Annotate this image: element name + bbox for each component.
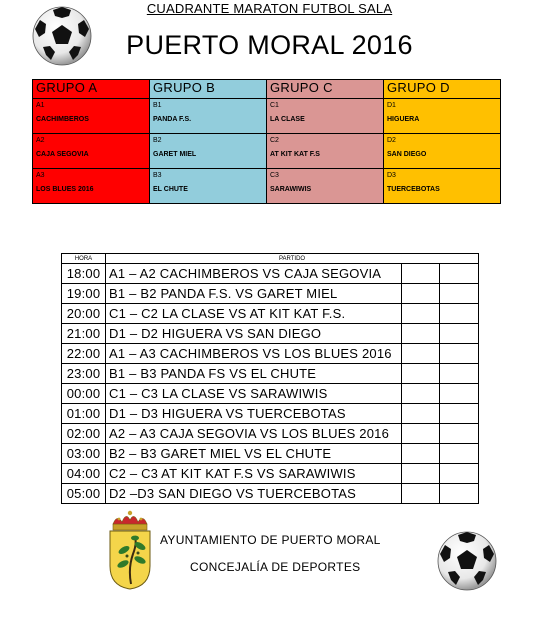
score-cell (440, 344, 479, 364)
group-a-header: GRUPO A (33, 80, 150, 99)
partido-header: PARTIDO (106, 254, 479, 264)
table-row (62, 364, 479, 384)
table-row (62, 464, 479, 484)
match-description: C1 – C3 LA CLASE VS SARAWIWIS (106, 384, 402, 404)
match-description: D1 – D3 HIGUERA VS TUERCEBOTAS (106, 404, 402, 424)
team-name: EL CHUTE (153, 186, 188, 193)
match-time: 01:00 (62, 404, 106, 424)
match-description: C1 – C2 LA CLASE VS AT KIT KAT F.S. (106, 304, 402, 324)
group-team-cell (33, 169, 150, 204)
table-row (62, 304, 479, 324)
match-description: B1 – B3 PANDA FS VS EL CHUTE (106, 364, 402, 384)
team-name: PANDA F.S. (153, 116, 192, 123)
table-row (62, 324, 479, 344)
match-description: A1 – A2 CACHIMBEROS VS CAJA SEGOVIA (106, 264, 402, 284)
team-code: C3 (270, 172, 279, 179)
groups-row (33, 99, 501, 134)
score-cell (402, 444, 440, 464)
team-code: D2 (387, 137, 396, 144)
score-cell (440, 484, 479, 504)
table-row (62, 424, 479, 444)
groups-table (32, 79, 501, 204)
groups-header-row (33, 80, 501, 99)
team-code: C1 (270, 102, 279, 109)
table-row (62, 344, 479, 364)
score-cell (402, 364, 440, 384)
schedule-table (61, 253, 479, 504)
score-cell (402, 464, 440, 484)
score-cell (440, 464, 479, 484)
match-description: A2 – A3 CAJA SEGOVIA VS LOS BLUES 2016 (106, 424, 402, 444)
team-code: B1 (153, 102, 162, 109)
table-row (62, 384, 479, 404)
team-name: CAJA SEGOVIA (36, 151, 89, 158)
match-time: 20:00 (62, 304, 106, 324)
team-code: A1 (36, 102, 45, 109)
group-team-cell (384, 169, 501, 204)
team-code: B2 (153, 137, 162, 144)
score-cell (440, 444, 479, 464)
team-code: A3 (36, 172, 45, 179)
team-code: B3 (153, 172, 162, 179)
team-name: SAN DIEGO (387, 151, 427, 158)
match-time: 04:00 (62, 464, 106, 484)
score-cell (440, 384, 479, 404)
page-title: PUERTO MORAL 2016 (126, 30, 413, 60)
group-team-cell (267, 99, 384, 134)
score-cell (402, 424, 440, 444)
soccer-ball-icon (436, 530, 498, 592)
team-name: GARET MIEL (153, 151, 197, 158)
coat-of-arms-icon (107, 510, 153, 590)
team-name: TUERCEBOTAS (387, 186, 440, 193)
group-b-header: GRUPO B (150, 80, 267, 99)
match-description: B2 – B3 GARET MIEL VS EL CHUTE (106, 444, 402, 464)
match-time: 02:00 (62, 424, 106, 444)
team-name: LOS BLUES 2016 (36, 186, 94, 193)
match-description: D1 – D2 HIGUERA VS SAN DIEGO (106, 324, 402, 344)
team-name: SARAWIWIS (270, 186, 312, 193)
match-description: B1 – B2 PANDA F.S. VS GARET MIEL (106, 284, 402, 304)
event-subtitle: CUADRANTE MARATON FUTBOL SALA (146, 1, 393, 16)
table-row (62, 444, 479, 464)
match-time: 00:00 (62, 384, 106, 404)
group-team-cell (267, 134, 384, 169)
group-team-cell (267, 169, 384, 204)
score-cell (402, 324, 440, 344)
score-cell (402, 484, 440, 504)
score-cell (440, 284, 479, 304)
footer-department: CONCEJALÍA DE DEPORTES (190, 560, 361, 574)
group-team-cell (33, 134, 150, 169)
match-time: 21:00 (62, 324, 106, 344)
team-name: AT KIT KAT F.S (270, 151, 320, 158)
match-description: C2 – C3 AT KIT KAT F.S VS SARAWIWIS (106, 464, 402, 484)
score-cell (402, 344, 440, 364)
table-row (62, 484, 479, 504)
match-time: 22:00 (62, 344, 106, 364)
team-name: HIGUERA (387, 116, 420, 123)
team-code: D1 (387, 102, 396, 109)
score-cell (440, 424, 479, 444)
score-cell (402, 404, 440, 424)
score-cell (440, 404, 479, 424)
group-team-cell (150, 169, 267, 204)
match-description: D2 –D3 SAN DIEGO VS TUERCEBOTAS (106, 484, 402, 504)
match-time: 18:00 (62, 264, 106, 284)
score-cell (402, 304, 440, 324)
schedule-header-row (62, 254, 479, 264)
match-description: A1 – A3 CACHIMBEROS VS LOS BLUES 2016 (106, 344, 402, 364)
footer-organizer: AYUNTAMIENTO DE PUERTO MORAL (160, 533, 381, 547)
table-row (62, 264, 479, 284)
group-team-cell (150, 134, 267, 169)
team-code: C2 (270, 137, 279, 144)
team-code: A2 (36, 137, 45, 144)
group-team-cell (33, 99, 150, 134)
groups-row (33, 169, 501, 204)
group-d-header: GRUPO D (384, 80, 501, 99)
group-team-cell (384, 99, 501, 134)
score-cell (402, 384, 440, 404)
team-code: D3 (387, 172, 396, 179)
score-cell (440, 304, 479, 324)
match-time: 19:00 (62, 284, 106, 304)
team-name: LA CLASE (270, 116, 305, 123)
team-name: CACHIMBEROS (36, 116, 89, 123)
group-team-cell (384, 134, 501, 169)
hora-header: HORA (62, 254, 106, 264)
score-cell (440, 264, 479, 284)
schedule-body (62, 264, 479, 504)
score-cell (440, 364, 479, 384)
groups-row (33, 134, 501, 169)
group-c-header: GRUPO C (267, 80, 384, 99)
table-row (62, 404, 479, 424)
table-row (62, 284, 479, 304)
score-cell (402, 264, 440, 284)
match-time: 05:00 (62, 484, 106, 504)
score-cell (402, 284, 440, 304)
match-time: 03:00 (62, 444, 106, 464)
score-cell (440, 324, 479, 344)
group-team-cell (150, 99, 267, 134)
match-time: 23:00 (62, 364, 106, 384)
